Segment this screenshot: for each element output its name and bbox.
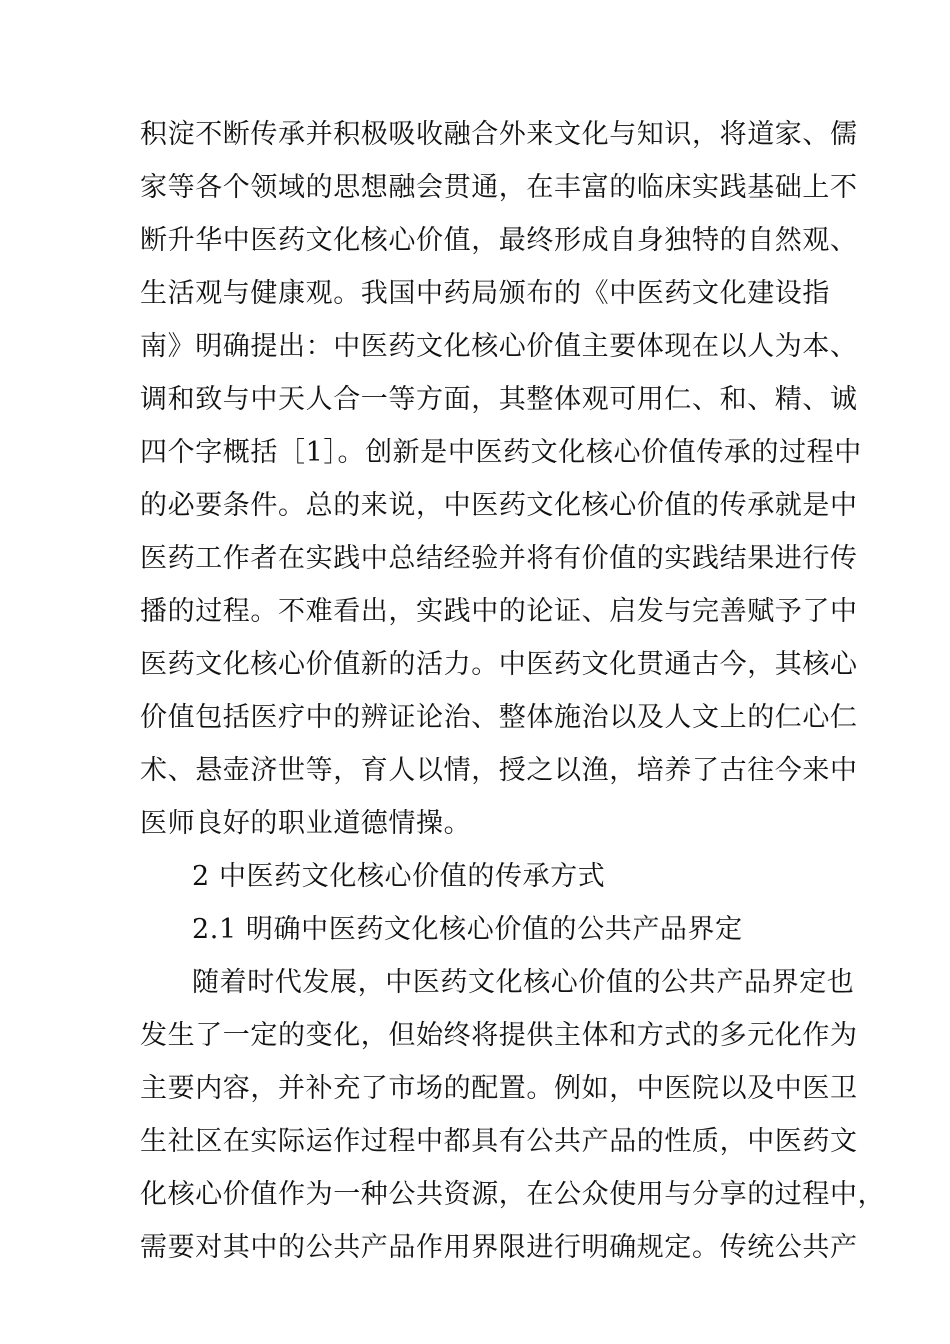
text-line: 主要内容，并补充了市场的配置。例如，中医院以及中医卫 [140,1073,858,1104]
text-line: 医师良好的职业道德情操。 [140,808,472,839]
text-line: 医药工作者在实践中总结经验并将有价值的实践结果进行传 [140,543,858,574]
text-line: 四个字概括［1］。创新是中医药文化核心价值传承的过程中 [140,437,862,468]
text-line: 需要对其中的公共产品作用界限进行明确规定。传统公共产 [140,1232,858,1263]
subsection-heading: 2.1 明确中医药文化核心价值的公共产品界定 [192,914,743,945]
text-line: 术、悬壶济世等，育人以情，授之以渔，培养了古往今来中 [140,755,858,786]
text-line: 医药文化核心价值新的活力。中医药文化贯通古今，其核心 [140,649,858,680]
text-line: 南》明确提出：中医药文化核心价值主要体现在以人为本、 [140,331,858,362]
text-line: 调和致与中天人合一等方面，其整体观可用仁、和、精、诚 [140,384,858,415]
text-line: 生社区在实际运作过程中都具有公共产品的性质，中医药文 [140,1126,858,1157]
text-line: 播的过程。不难看出，实践中的论证、启发与完善赋予了中 [140,596,858,627]
text-line: 家等各个领域的思想融会贯通，在丰富的临床实践基础上不 [140,172,858,203]
text-line: 价值包括医疗中的辨证论治、整体施治以及人文上的仁心仁 [140,702,858,733]
text-line: 积淀不断传承并积极吸收融合外来文化与知识，将道家、儒 [140,119,858,150]
text-line: 发生了一定的变化，但始终将提供主体和方式的多元化作为 [140,1020,858,1051]
text-line: 的必要条件。总的来说，中医药文化核心价值的传承就是中 [140,490,858,521]
text-line: 随着时代发展，中医药文化核心价值的公共产品界定也 [192,967,855,998]
section-heading: 2 中医药文化核心价值的传承方式 [192,861,606,892]
text-line: 断升华中医药文化核心价值，最终形成自身独特的自然观、 [140,225,858,256]
text-line: 生活观与健康观。我国中药局颁布的《中医药文化建设指 [140,278,830,309]
body-text [140,108,886,1274]
text-line: 化核心价值作为一种公共资源，在公众使用与分享的过程中， [140,1179,886,1210]
